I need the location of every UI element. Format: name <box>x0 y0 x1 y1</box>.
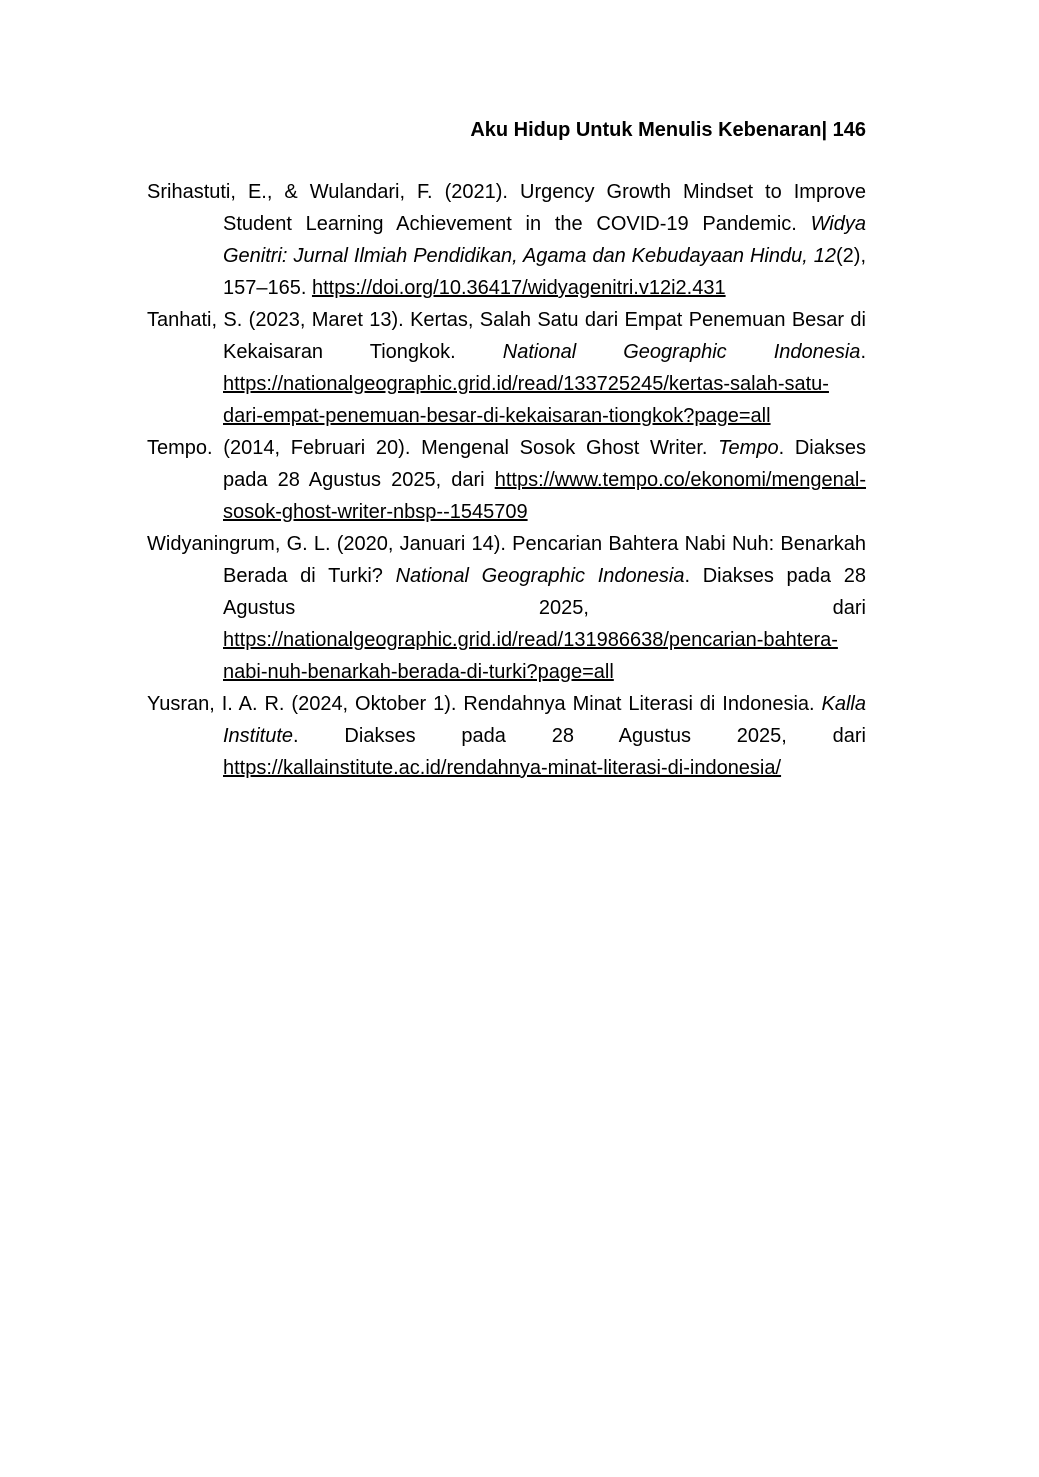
reference-text: . <box>860 341 866 363</box>
page-header <box>147 114 866 146</box>
header-page-number: 146 <box>832 119 866 141</box>
reference-url-link[interactable]: https://doi.org/10.36417/widyagenitri.v12i2.431 <box>311 277 726 299</box>
reference-text: . Diakses pada 28 Agustus 2025, dari <box>223 565 866 619</box>
reference-text: National Geographic Indonesia <box>395 565 685 587</box>
reference-text: Tempo. (2014, Februari 20). Mengenal Sosok Ghost Writer. <box>147 437 719 459</box>
reference-text: Srihastuti, E., & Wulandari, F. (2021). Urgency Growth Mindset to Improve Student Learning Achievement in the COVID-19 Pandemic. <box>147 181 866 235</box>
reference-entry <box>147 176 866 304</box>
reference-entry <box>147 304 866 432</box>
reference-text: Yusran, I. A. R. (2024, Oktober 1). Rendahnya Minat Literasi di Indonesia. <box>147 693 822 715</box>
reference-entry <box>147 528 866 688</box>
header-title: Aku Hidup Untuk Menulis Kebenaran| <box>470 119 828 141</box>
reference-text: (2), 157–165. <box>223 245 866 299</box>
reference-text: National Geographic Indonesia <box>502 341 861 363</box>
reference-url-link[interactable]: https://nationalgeographic.grid.id/read/131986638/pencarian-bahtera-nabi-nuh-benarkah-berada-di-turki?page=all <box>223 629 838 683</box>
reference-text: . Diakses pada 28 Agustus 2025, dari <box>293 725 866 747</box>
reference-text: Kalla Institute <box>223 693 866 747</box>
reference-text: Widya Genitri: Jurnal Ilmiah Pendidikan, Agama dan Kebudayaan Hindu, 12 <box>223 213 866 267</box>
reference-entry <box>147 432 866 528</box>
reference-text: Tempo <box>718 437 779 459</box>
reference-text: . Diakses pada 28 Agustus 2025, dari <box>223 437 866 491</box>
reference-url-link[interactable]: https://kallainstitute.ac.id/rendahnya-minat-literasi-di-indonesia/ <box>223 757 782 779</box>
reference-text: Tanhati, S. (2023, Maret 13). Kertas, Salah Satu dari Empat Penemuan Besar di Kekaisaran Tiongkok. <box>147 309 866 363</box>
reference-entry <box>147 688 866 784</box>
references-list <box>147 176 866 784</box>
reference-url-link[interactable]: https://nationalgeographic.grid.id/read/133725245/kertas-salah-satu-dari-empat-penemuan-besar-di-kekaisaran-tiongkok?page=all <box>223 373 829 427</box>
reference-url-link[interactable]: https://www.tempo.co/ekonomi/mengenal-sosok-ghost-writer-nbsp--1545709 <box>223 469 866 523</box>
reference-text: Widyaningrum, G. L. (2020, Januari 14). Pencarian Bahtera Nabi Nuh: Benarkah Berada di Turki? <box>147 533 866 587</box>
